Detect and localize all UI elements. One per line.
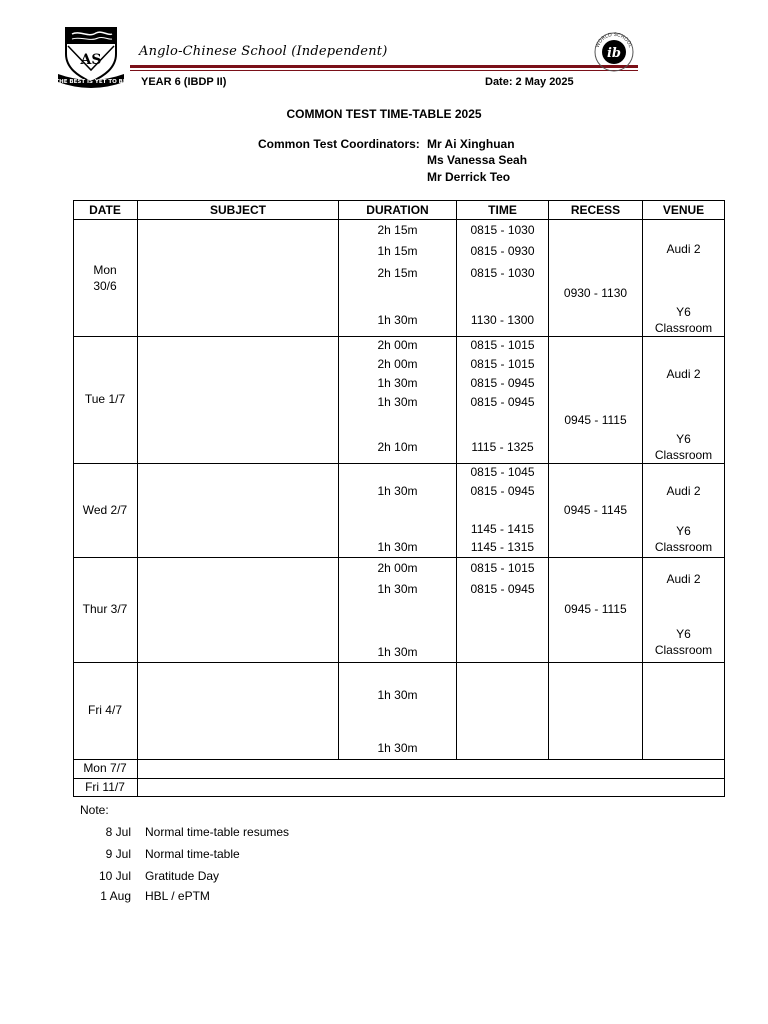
crest-letters: AS	[80, 52, 102, 68]
timetable	[73, 200, 725, 797]
time-cell: 0815 - 0945	[470, 582, 535, 596]
duration-cell: 2h 00m	[377, 338, 418, 352]
duration-cell: 2h 00m	[377, 357, 418, 371]
ib-world-school-logo	[589, 31, 639, 73]
header-subject: SUBJECT	[209, 203, 266, 217]
venue-cell: Y6 Classroom	[654, 432, 713, 462]
ib-logo-text: ib	[606, 46, 622, 61]
time-cell: 0815 - 1030	[470, 223, 535, 237]
note-text: HBL / ePTM	[145, 889, 210, 903]
header-venue: VENUE	[662, 203, 705, 217]
document-title: COMMON TEST TIME-TABLE 2025	[286, 107, 482, 121]
duration-cell: 1h 30m	[377, 484, 418, 498]
header-date: DATE	[89, 203, 121, 217]
time-cell: 0815 - 0945	[470, 395, 535, 409]
school-crest-logo	[58, 26, 124, 90]
venue-cell: Audi 2	[666, 484, 701, 498]
time-cell: 1145 - 1415	[470, 522, 535, 536]
note-text: Normal time-table	[145, 847, 240, 861]
document-date: Date: 2 May 2025	[485, 76, 574, 88]
duration-cell: 2h 10m	[377, 440, 418, 454]
duration-cell: 1h 15m	[377, 244, 418, 258]
time-cell: 0815 - 1030	[470, 266, 535, 280]
coordinator-name: Ms Vanessa Seah	[427, 153, 528, 167]
time-cell: 1115 - 1325	[471, 440, 534, 454]
venue-cell: Audi 2	[666, 367, 701, 381]
date-cell: Wed 2/7	[82, 503, 128, 517]
time-cell: 0815 - 1015	[470, 338, 535, 352]
duration-cell: 1h 30m	[377, 395, 418, 409]
date-cell: Thur 3/7	[82, 602, 128, 616]
duration-cell: 1h 30m	[377, 313, 418, 327]
duration-cell: 1h 30m	[377, 582, 418, 596]
venue-cell: Audi 2	[666, 242, 701, 256]
note-date: 9 Jul	[105, 847, 131, 861]
note-date: 1 Aug	[100, 889, 131, 903]
date-cell: Mon 30/6	[93, 263, 117, 293]
crest-motto: THE BEST IS YET TO BE	[58, 79, 124, 85]
ib-ring-text: WORLD SCHOOL	[594, 31, 634, 49]
notes-label: Note:	[80, 803, 109, 817]
time-cell: 0815 - 1015	[470, 561, 535, 575]
duration-cell: 1h 30m	[377, 645, 418, 659]
duration-cell: 2h 15m	[377, 266, 418, 280]
time-cell: 0815 - 0945	[470, 376, 535, 390]
year-level: YEAR 6 (IBDP II)	[141, 76, 227, 88]
venue-cell: Y6 Classroom	[654, 305, 713, 335]
recess-cell: 0945 - 1145	[563, 503, 628, 517]
recess-cell: 0930 - 1130	[563, 286, 628, 300]
time-cell: 1130 - 1300	[470, 313, 535, 327]
duration-cell: 2h 15m	[377, 223, 418, 237]
header-rule-thin	[130, 70, 638, 71]
note-date: 8 Jul	[105, 825, 131, 839]
duration-cell: 1h 30m	[377, 688, 418, 702]
time-cell: 0815 - 0945	[470, 484, 535, 498]
note-text: Normal time-table resumes	[145, 825, 290, 839]
duration-cell: 1h 30m	[377, 540, 418, 554]
venue-cell: Y6 Classroom	[654, 627, 713, 657]
header-duration: DURATION	[366, 203, 429, 217]
time-cell: 0815 - 1045	[470, 465, 535, 479]
time-cell: 0815 - 0930	[470, 244, 535, 258]
coordinators-label: Common Test Coordinators:	[258, 137, 420, 151]
duration-cell: 2h 00m	[377, 561, 418, 575]
duration-cell: 1h 30m	[377, 741, 418, 755]
header-recess: RECESS	[570, 203, 621, 217]
recess-cell: 0945 - 1115	[564, 602, 627, 616]
time-cell: 0815 - 1015	[470, 357, 535, 371]
school-name: Anglo-Chinese School (Independent)	[139, 44, 388, 59]
duration-cell: 1h 30m	[377, 376, 418, 390]
date-cell: Fri 4/7	[87, 703, 122, 717]
date-cell: Mon 7/7	[83, 761, 127, 775]
coordinator-name: Mr Ai Xinghuan	[427, 137, 515, 151]
time-cell: 1145 - 1315	[470, 540, 535, 554]
coordinator-name: Mr Derrick Teo	[427, 170, 511, 184]
header-rule	[130, 65, 638, 68]
recess-cell: 0945 - 1115	[564, 413, 627, 427]
note-text: Gratitude Day	[145, 869, 220, 883]
date-cell: Tue 1/7	[84, 392, 126, 406]
venue-cell: Audi 2	[666, 572, 701, 586]
date-cell: Fri 11/7	[85, 780, 125, 794]
header-time: TIME	[488, 203, 517, 217]
note-date: 10 Jul	[98, 869, 131, 883]
venue-cell: Y6 Classroom	[654, 524, 713, 554]
